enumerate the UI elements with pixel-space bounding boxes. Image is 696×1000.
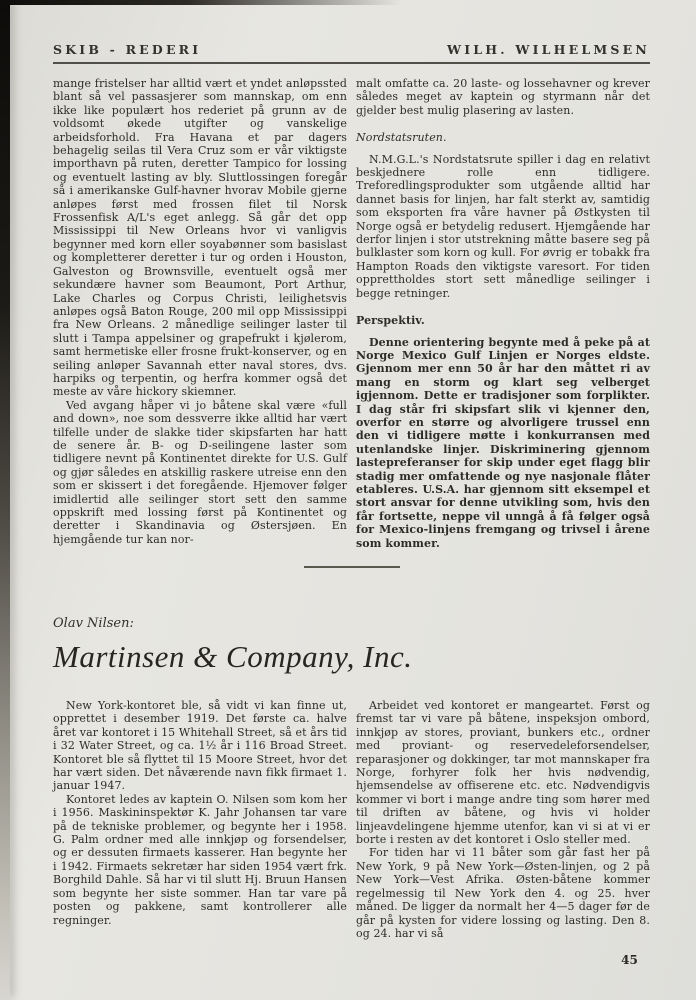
- section-heading-nordstatsruten: Nordstatsruten.: [356, 131, 447, 145]
- header-right-title: WILH. WILHELMSEN: [446, 42, 650, 57]
- right-column: [356, 77, 650, 550]
- running-header: [53, 42, 650, 57]
- paragraph-ved-avgang: Ved avgang håper vi jo båtene skal være «full and down», noe som dessverre ikke alltid har vært tilfelle under de slakke tider skipsfarten har hatt de senere år. B- og D-seilingene laster som tidligere nevnt på Kontinentet direkte for U.S. Gulf og gjør således en atskillig raskere utreise enn den som er skissert i det foregående. Hjemover følger imidlertid alle seilinger stort sett den samme oppskrift med lossing først på Kontinentet og deretter i Skandinavia og Østersjøen. En hjemgående tur kan nor-: [53, 398, 347, 546]
- paragraph-office-work: Arbeidet ved kontoret er mangeartet. Først og fremst tar vi vare på båtene, inspeksjon ombord, innkjøp av stores, proviant, bunkers etc., ordner med proviant- og reservedeleforsendelser, reparasjoner og dokkinger, tar mot mannskaper fra Norge, forhyrer folk her hvis nødvendig, hjemsendelse av offiserene etc. etc. Nødvendigvis kommer vi bort i mange andre ting som hører med til driften av båtene, og hvis vi holder linjeavdelingene hjemme utenfor, kan vi si at vi er borte i resten av det kontoret i Oslo steller med.: [356, 699, 650, 847]
- left-column: [53, 77, 347, 550]
- article-title: Martinsen & Company, Inc.: [53, 639, 413, 674]
- paragraph-office-history: New York-kontoret ble, så vidt vi kan finne ut, opprettet i desember 1919. Det første ca. halve året var kontoret i 15 Whitehall Street, så et års tid i 32 Water Street, og ca. 1½ år i 116 Broad Street. Kontoret ble så flyttet til 15 Moore Street, hvor det har vært siden. Det nåværende navn fikk firmaet 1. januar 1947.: [53, 699, 347, 793]
- new-article-columns: [53, 699, 650, 968]
- header-left-title: SKIB - REDERI: [53, 42, 202, 57]
- paragraph-fleet-schedule: For tiden har vi 11 båter som går fast her på New York, 9 på New York—Østen-linjen, og 2 på New York—Vest Afrika. Østen-båtene kommer regelmessig til New York den 4. og 25. hver måned. De ligger da normalt her 4—5 dager før de går på kysten for videre lossing og lasting. Den 8. og 24. har vi så: [356, 846, 650, 940]
- header-rule: [53, 62, 650, 64]
- paragraph-nordstatsruten: N.M.G.L.'s Nordstatsrute spiller i dag en relativt beskjednere rolle enn tidligere. Treforedlingsprodukter som utgående alltid har dannet basis for linjen, har falt sterkt av, samtidig som eksporten fra våre havner på Østkysten til Norge også er betydelig redusert. Hjemgående har derfor linjen i stor utstrekning måtte basere seg på bulklaster som korn og kull. For øvrig er tobakk fra Hampton Roads den viktigste varesort. For tiden opprettholdes stort sett månedlige seilinger i begge retninger.: [356, 152, 650, 300]
- page-number: 45: [621, 953, 638, 968]
- paragraph-perspektiv: Denne orientering begynte med å peke på at Norge Mexico Gulf Linjen er Norges eldste. Gjennom mer enn 50 år har den måttet ri av mang en storm og klart seg velberget igjennom. Dette er tradisjoner som forplikter. I dag står fri skipsfart slik vi kjenner den, overfor en større og alvorligere trussel enn den vi tidligere møtte i konkurransen med utenlandske linjer. Diskriminering gjennom lastepreferanser for skip under eget flagg blir stadig mer omfattende og nye nasjonale flåter etableres. U.S.A. har gjennom sitt eksempel et stort ansvar for denne utvikling som, hvis den får fortsette, neppe vil unngå å få følger også for Mexico-linjens fremgang og trivsel i årene som kommer.: [356, 335, 650, 550]
- left-column: [53, 699, 347, 968]
- right-column: [356, 699, 650, 968]
- paragraph-continuation: mange fristelser har alltid vært et yndet anløpssted blant så vel passasjerer som mannskap, om enn ikke like populært hos rederiet på grunn av de voldsomt økede utgifter og vanskelige arbeidsforhold. Fra Havana et par dagers behagelig seilas til Vera Cruz som er vår viktigste importhavn på ruten, deretter Tampico for lossing og eventuelt lasting av bly. Sluttlossingen foregår så i amerikanske Gulf-havner hvorav Mobile gjerne anløpes først med frossen filet til Norsk Frossenfisk A/L's eget anlegg. Så går det opp Mississippi til New Orleans hvor vi vanligvis begynner med korn eller soyabønner som basislast og kompletterer deretter i tur og orden i Houston, Galveston og Brownsville, eventuelt også mer sekundære havner som Beaumont, Port Arthur, Lake Charles og Corpus Christi, leilighetsvis anløpes også Baton Rouge, 200 mil opp Mississippi fra New Orleans. 2 månedlige seilinger laster til slutt i Tampa appelsiner og grapefrukt i kjølerom, samt hermetiske eller frosne frukt-konserver, og en seiling anløper Savannah etter naval stores, dvs. harpiks og terpentin, og herfra kommer også det meste av våre hickory skiemner.: [53, 77, 347, 399]
- section-heading-perspektiv: Perspektiv.: [356, 314, 425, 328]
- article-byline: Olav Nilsen:: [53, 616, 134, 631]
- paragraph-office-staff: Kontoret ledes av kaptein O. Nilsen som kom her i 1956. Maskininspektør K. Jahr Johansen tar vare på de tekniske problemer, og begynte her i 1958. G. Palm ordner med alle innkjøp og forsendelser, og er dessuten firmaets kasserer. Han begynte her i 1942. Firmaets sekretær har siden 1954 vært frk. Borghild Dahle. Så har vi til slutt Hj. Bruun Hansen som begynte her siste sommer. Han tar vare på posten og pakkene, samt kontrollerer alle regninger.: [53, 792, 347, 927]
- end-of-article-divider: [304, 566, 400, 568]
- paragraph-continuation: malt omfatte ca. 20 laste- og lossehavner og krever således meget av kaptein og styrmann når det gjelder best mulig plasering av lasten.: [356, 77, 650, 117]
- article-continuation-columns: [53, 77, 650, 550]
